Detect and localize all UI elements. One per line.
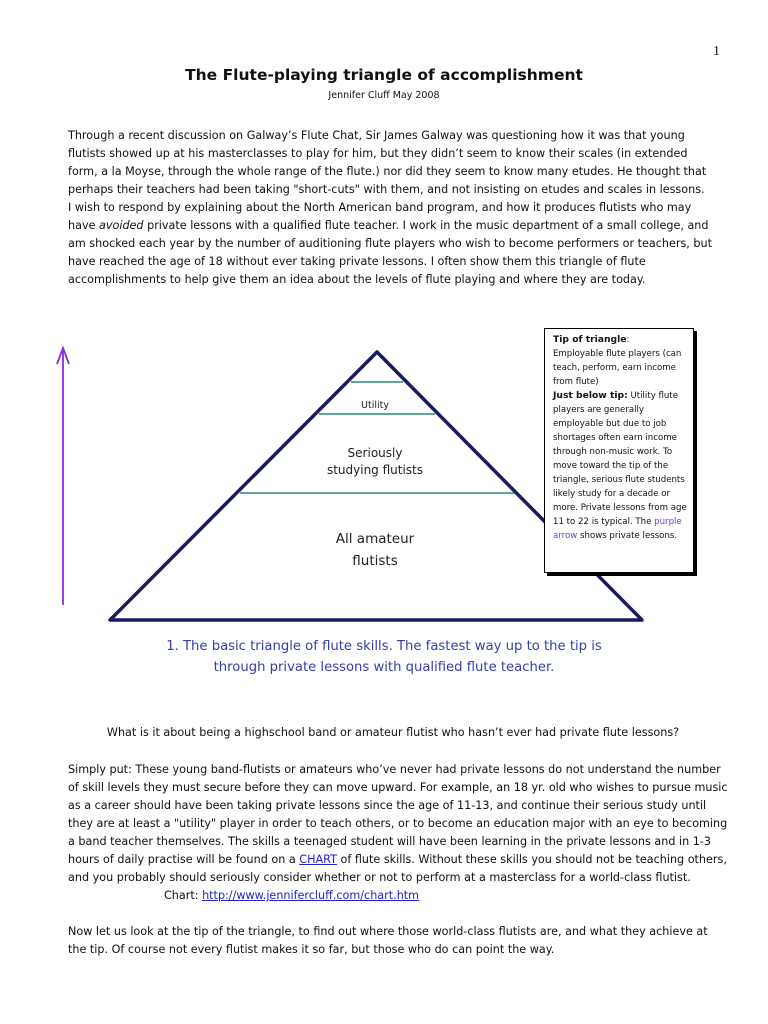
below-tip-heading: Just below tip: bbox=[553, 390, 628, 401]
purple-arrow-label: purple arrow bbox=[553, 517, 682, 541]
tier-label-utility: Utility bbox=[361, 400, 389, 411]
caption-line-1: 1. The basic triangle of flute skills. The fastest way up to the tip is bbox=[166, 639, 602, 654]
chart-url-link[interactable]: http://www.jennifercluff.com/chart.htm bbox=[202, 889, 420, 902]
intro-paragraph-2 bbox=[68, 199, 718, 289]
tier-label-serious bbox=[305, 445, 445, 479]
below-tip-paragraph bbox=[553, 389, 687, 543]
body-paragraph-2 bbox=[68, 923, 728, 959]
tier-amateur-line-1: All amateur bbox=[335, 531, 415, 547]
body-p1-text bbox=[68, 761, 728, 905]
chart-link[interactable]: CHART bbox=[299, 853, 337, 866]
intro-p2-end: private lessons with a qualified flute teacher. I work in the music department of a small college, and am shocked each year by the number of auditioning flute players who wish to become performers or teachers, but have reached the age of 18 without ever taking private lessons. I often show them this triangle of flute accomplishments to help give them an idea about the levels of flute playing and where they are today. bbox=[68, 219, 712, 286]
caption-line-2: through private lessons with qualified flute teacher. bbox=[213, 660, 555, 675]
diagram-caption bbox=[0, 636, 768, 678]
tip-note-box bbox=[544, 328, 694, 573]
tip-heading-colon: : bbox=[626, 335, 630, 345]
tip-heading-line bbox=[553, 333, 687, 347]
chart-label: Chart: bbox=[164, 889, 199, 902]
page-number: 1 bbox=[713, 44, 720, 59]
intro-section bbox=[68, 127, 718, 289]
below-tip-end: shows private lessons. bbox=[580, 531, 678, 541]
body-p2-text: Now let us look at the tip of the triangle, to find out where those world-class flutists are, and what they achieve at the tip. Of course not every flutist makes it so far, but those who do can point the way. bbox=[68, 925, 708, 956]
body-p1-start: Simply put: These young band-flutists or amateurs who’ve never had private lessons do not understand the number of skill levels they must secure before they can move upward. For example, an 18 yr. old who wishes to pursue music as a career should have been taking private lessons since the age of 11-13, and continue their serious study until they are at least a "utility" player in order to teach others, or to become an education major with an eye to becoming a band teacher themselves. The skills a teenaged student will have been learning in the private lessons and in 1-3 hours of daily practise will be found on a bbox=[68, 763, 728, 866]
tier-label-amateur bbox=[300, 528, 450, 572]
document-title: The Flute-playing triangle of accomplishment bbox=[185, 66, 583, 84]
tip-heading: Tip of triangle bbox=[553, 334, 627, 345]
intro-p2-start: I wish to respond by explaining about the North American band program, and how it produces flutists who may have bbox=[68, 201, 692, 232]
body-p1-end: of flute skills. Without these skills you should not be teaching others, and you probably should seriously consider whether or not to perform at a masterclass for a world-class flutist. bbox=[68, 853, 727, 884]
section-question: What is it about being a highschool band or amateur flutist who hasn’t ever had private flute lessons? bbox=[106, 726, 680, 739]
tier-amateur-line-2: flutists bbox=[352, 553, 398, 569]
below-tip-text: Utility flute players are generally employable but due to job shortages often earn income through non-music work. To move toward the tip of the triangle, serious flute students likely study for a decade or more. Private lessons from age 11 to 22 is typical. The bbox=[553, 391, 687, 527]
tier-serious-line-1: Seriously bbox=[347, 446, 403, 460]
tip-text: Employable flute players (can teach, perform, earn income from flute) bbox=[553, 349, 682, 387]
intro-p2-emphasis: avoided bbox=[99, 219, 144, 232]
intro-paragraph-1: Through a recent discussion on Galway’s Flute Chat, Sir James Galway was questioning how it was that young flutists showed up at his masterclasses to play for him, but they didn’t seem to know their scales (in extended form, a la Moyse, through the whole range of the flute.) nor did they seem to know many etudes. He thought that perhaps their teachers had been taking "short-cuts" with them, and not insisting on etudes and scales in lessons. bbox=[68, 129, 707, 196]
tier-serious-line-2: studying flutists bbox=[326, 463, 424, 477]
flute-triangle-diagram bbox=[40, 320, 720, 680]
body-paragraph-1 bbox=[68, 761, 728, 905]
author-line: Jennifer Cluff May 2008 bbox=[328, 90, 440, 101]
